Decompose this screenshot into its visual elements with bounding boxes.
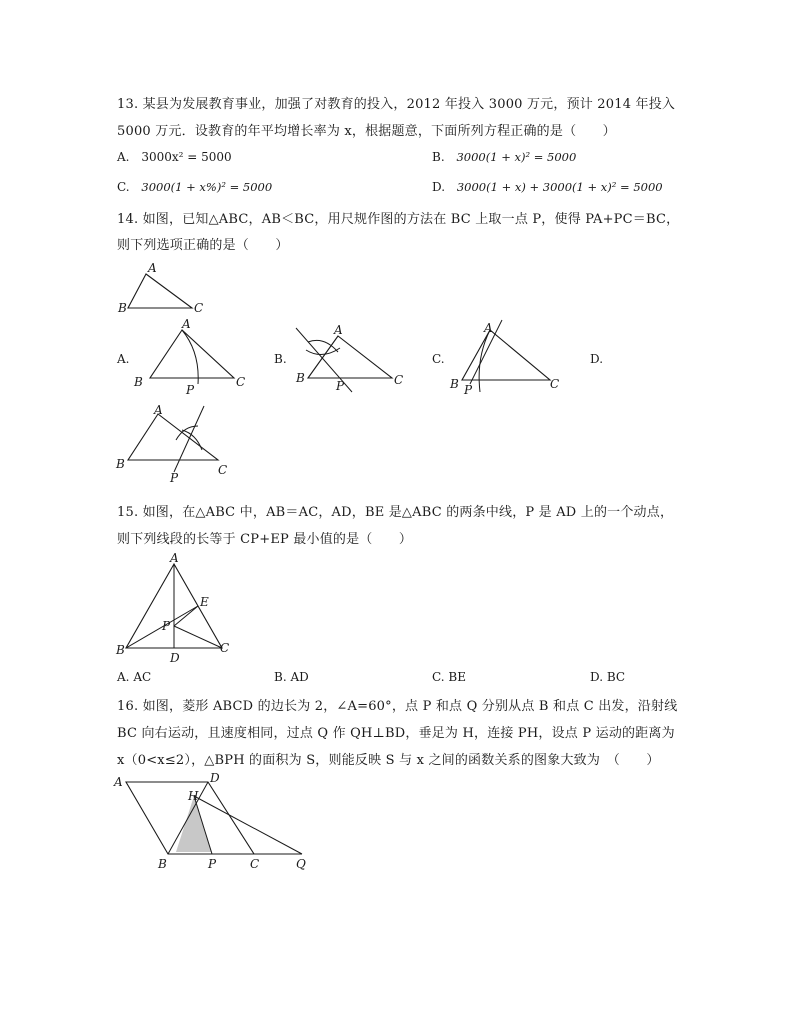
option-formula: 3000(1 + x%)² = 5000: [141, 180, 273, 194]
point-label-e: E: [200, 595, 209, 609]
option-label: A.: [117, 150, 130, 164]
q16-stem-line3: x（0<x≤2），△BPH 的面积为 S，则能反映 S 与 x 之间的函数关系的图象大致为 （ ）: [117, 753, 660, 768]
q15-stem-line2: 则下列线段的长等于 CP+EP 最小值的是（ ）: [117, 532, 413, 547]
option-text: BC: [606, 670, 626, 684]
segment-pe: [174, 606, 198, 626]
q15-option-c: [432, 670, 466, 684]
option-label: D.: [432, 180, 446, 194]
point-label-d: D: [210, 771, 220, 785]
point-label-a: A: [154, 403, 163, 417]
triangle-abc: [128, 414, 218, 460]
q14-option-c-figure: [446, 316, 571, 400]
point-label-a: A: [114, 775, 123, 789]
point-label-c: C: [550, 377, 560, 391]
q14-option-b-figure: [288, 316, 413, 400]
point-label-a: A: [334, 323, 343, 337]
point-label-a: A: [182, 317, 191, 331]
option-label: A.: [117, 670, 130, 684]
option-label: B.: [274, 670, 287, 684]
q14-option-b-label: B.: [274, 352, 287, 366]
point-label-c: C: [394, 373, 404, 387]
option-formula: 3000(1 + x) + 3000(1 + x)² = 5000: [456, 180, 663, 194]
point-label-b: B: [158, 857, 167, 871]
option-label: C.: [117, 180, 130, 194]
q14-option-a-label: A.: [117, 352, 130, 366]
option-label: C.: [432, 670, 445, 684]
q16-stem-line1: 16. 如图，菱形 ABCD 的边长为 2，∠A=60°，点 P 和点 Q 分别从点 B 和点 C 出发，沿射线: [117, 699, 678, 714]
point-label-h: H: [188, 789, 199, 803]
q13-stem-line2: 5000 万元．设教育的年平均增长率为 x，根据题意，下面所列方程正确的是（ ）: [117, 124, 616, 139]
point-label-b: B: [134, 375, 143, 389]
option-formula: 3000(1 + x)² = 5000: [456, 150, 577, 164]
segment-pc: [174, 626, 222, 648]
option-text: AD: [290, 670, 309, 684]
q14-option-a-figure: [130, 316, 255, 400]
shaded-triangle-bph: [176, 796, 212, 852]
point-label-q: Q: [296, 857, 306, 871]
point-label-b: B: [118, 301, 127, 315]
point-label-c: C: [218, 463, 228, 477]
q13-option-a: [117, 150, 232, 164]
q16-stem-line2: BC 向右运动，且速度相同，过点 Q 作 QH⊥BD，垂足为 H，连接 PH，设点 P 运动的距离为: [117, 726, 675, 741]
triangle-abc: [128, 274, 192, 308]
option-formula: 3000x² = 5000: [141, 150, 232, 164]
point-label-p: P: [162, 619, 171, 633]
point-label-a: A: [148, 261, 157, 275]
point-label-c: C: [236, 375, 246, 389]
point-label-p: P: [208, 857, 217, 871]
q13-option-b: [432, 150, 576, 164]
point-label-c: C: [220, 641, 230, 655]
point-label-b: B: [296, 371, 305, 385]
point-label-c: C: [194, 301, 204, 315]
option-label: B.: [432, 150, 445, 164]
option-label: D.: [590, 670, 604, 684]
point-label-p: P: [336, 379, 345, 393]
point-label-p: P: [464, 383, 473, 397]
q14-stem-line1: 14. 如图，已知△ABC，AB＜BC，用尺规作图的方法在 BC 上取一点 P，使得 PA+PC＝BC，: [117, 212, 680, 227]
q15-option-a: [117, 670, 151, 684]
q14-stem-line2: 则下列选项正确的是（ ）: [117, 238, 289, 253]
point-label-a: A: [484, 321, 493, 335]
q16-figure: [112, 770, 318, 874]
option-text: BE: [448, 670, 466, 684]
q13-option-c: [117, 180, 272, 194]
q14-reference-triangle: [110, 258, 220, 318]
triangle-abc: [308, 336, 392, 378]
triangle-abc: [150, 330, 234, 378]
q15-option-b: [274, 670, 309, 684]
q15-figure: [112, 548, 242, 666]
q14-option-d-figure: [112, 400, 242, 486]
q14-option-d-label: D.: [590, 352, 604, 366]
point-label-b: B: [450, 377, 459, 391]
point-label-b: B: [116, 457, 125, 471]
perpendicular-bisector: [174, 406, 204, 472]
point-label-p: P: [170, 471, 179, 485]
q13-option-d: [432, 180, 663, 194]
option-text: AC: [133, 670, 152, 684]
q15-option-d: [590, 670, 625, 684]
point-label-b: B: [116, 643, 125, 657]
q14-option-c-label: C.: [432, 352, 445, 366]
point-label-c: C: [250, 857, 260, 871]
point-label-p: P: [186, 383, 195, 397]
q15-stem-line1: 15. 如图，在△ABC 中，AB＝AC，AD，BE 是△ABC 的两条中线，P 是 AD 上的一个动点，: [117, 505, 674, 520]
point-label-a: A: [170, 551, 179, 565]
q13-stem-line1: 13. 某县为发展教育事业，加强了对教育的投入，2012 年投入 3000 万元，预计 2014 年投入: [117, 97, 676, 112]
point-label-d: D: [170, 651, 180, 665]
